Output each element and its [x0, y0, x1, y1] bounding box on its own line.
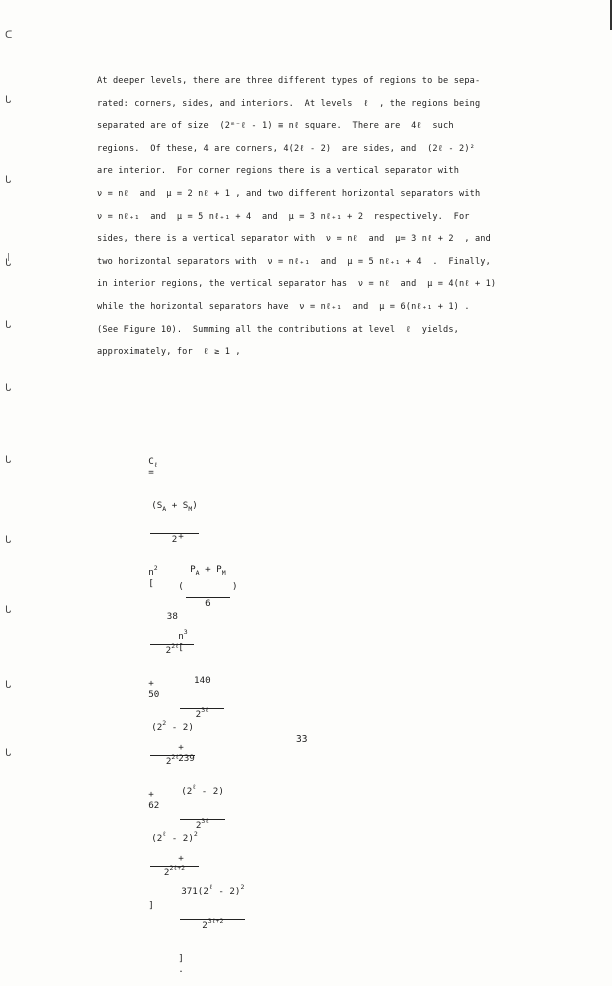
- eq1-coefficient-50: 50: [148, 689, 160, 700]
- eq1-open-bracket: [: [148, 578, 154, 589]
- punch-hole-mark: ᒐ: [5, 605, 12, 616]
- eq1-n-squared: $n^2$: [148, 564, 158, 578]
- punch-hole-mark: ᒐ: [5, 748, 12, 759]
- eq1-coefficient-62: 62: [148, 800, 160, 811]
- page-number: 33: [296, 734, 308, 745]
- eq2-term3-fraction: $\frac{371(2^\ell - 2)^2}{2^{3\ell+2}}$: [181, 883, 245, 931]
- eq1-coefficient-fraction: $\frac{(S_A + S_M)}{2}$: [151, 500, 198, 545]
- punch-hole-mark: ᒐ: [5, 258, 12, 269]
- eq1-lhs: $C_\ell$: [148, 456, 158, 469]
- eq2-term2-fraction: $\frac{(2^\ell - 2)}{2^{3\ell}}$: [181, 783, 224, 831]
- eq1-term1-fraction: $\frac{38}{2^{2\ell}}$: [150, 589, 194, 678]
- text-line: rated: corners, sides, and interiors. At levels ℓ , the regions being: [97, 98, 481, 109]
- text-line: while the horizontal separators have ν = nℓ₊₁ and μ = 6(nℓ₊₁ + 1) .: [97, 301, 470, 312]
- text-line: ν = nℓ and μ = 2 nℓ + 1 , and two different horizontal separators with: [97, 188, 481, 199]
- text-line: are interior. For corner regions there is a vertical separator with: [97, 166, 460, 177]
- text-line: sides, there is a vertical separator with ν = nℓ and μ= 3 nℓ + 2 , and: [97, 234, 491, 245]
- eq2-plus: +: [178, 531, 184, 542]
- eq1-close-bracket: ]: [148, 900, 154, 911]
- text-line: approximately, for ℓ ≥ 1 ,: [97, 347, 241, 358]
- punch-hole-mark: ᒐ: [5, 455, 12, 466]
- text-line: two horizontal separators with ν = nℓ₊₁ and μ = 5 nℓ₊₁ + 4 . Finally,: [97, 256, 491, 267]
- eq2-n-cubed: $n^3$: [178, 628, 188, 642]
- text-line: regions. Of these, 4 are corners, 4(2ℓ - 2) are sides, and (2ℓ - 2)²: [97, 143, 475, 154]
- eq2-coefficient-fraction: $\frac{P_A + P_M}{6}$: [186, 542, 230, 631]
- eq1-equals: =: [148, 467, 154, 478]
- text-line: (See Figure 10). Summing all the contributions at level ℓ yields,: [97, 324, 460, 335]
- text-line: At deeper levels, there are three different types of regions to be sepa-: [97, 76, 481, 86]
- eq2-plus: +: [178, 742, 184, 753]
- eq1-term3-fraction: $\frac{(2^\ell - 2)^2}{2^{2\ell+2}}$: [151, 830, 198, 878]
- eq2-period: .: [178, 964, 184, 975]
- eq2-paren-open: (: [178, 581, 184, 592]
- eq1-term2-fraction: $\frac{(2^2 - 2)}{2^{2\ell}}$: [151, 719, 194, 767]
- eq2-term1-fraction: $\frac{140}{2^{3\ell}}$: [180, 653, 224, 742]
- eq2-coefficient-239: 239: [178, 753, 195, 764]
- eq2-plus: +: [178, 853, 184, 864]
- punch-hole-mark: ᑕ: [5, 30, 13, 41]
- body-paragraph: [97, 70, 537, 364]
- text-line: in interior regions, the vertical separator has ν = nℓ and μ = 4(nℓ + 1): [97, 279, 497, 290]
- punch-hole-mark: ᒐ: [5, 680, 12, 691]
- eq1-plus: +: [148, 678, 154, 689]
- punch-hole-mark: ᒐ: [5, 175, 12, 186]
- text-line: ν = nℓ₊₁ and μ = 5 nℓ₊₁ + 4 and μ = 3 nℓ₊₁ + 2 respectively. For: [97, 211, 470, 222]
- punch-hole-mark: ᒐ: [5, 535, 12, 546]
- eq2-close-bracket: ]: [178, 953, 184, 964]
- punch-hole-mark: ᒐ: [5, 95, 12, 106]
- eq2-paren-close: ): [232, 581, 238, 592]
- eq2-open-bracket: [: [178, 642, 184, 653]
- punch-hole-mark: ᒐ: [5, 383, 12, 394]
- text-line: separated are of size (2ᵐ⁻ℓ - 1) ≡ nℓ square. There are 4ℓ such: [97, 121, 454, 132]
- punch-hole-mark: ᒐ: [5, 320, 12, 331]
- eq1-plus: +: [148, 789, 154, 800]
